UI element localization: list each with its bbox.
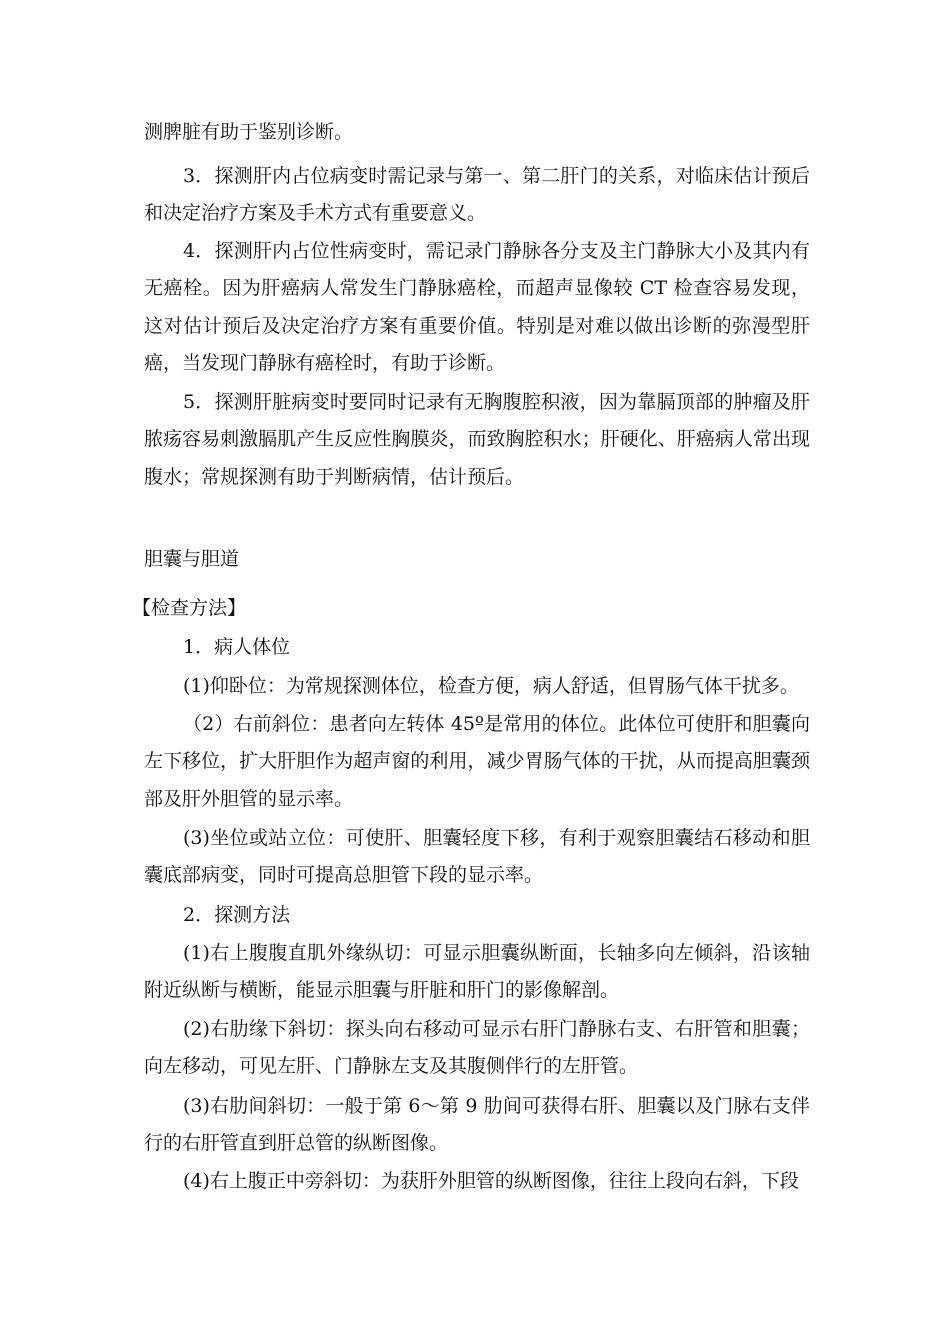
probe-item-3: (3)右肋间斜切：一般于第 6～第 9 肋间可获得右肝、胆囊以及门脉右支伴行的右肝管直到肝总管的纵断图像。 bbox=[144, 1095, 810, 1155]
liver-note-4: 4．探测肝内占位性病变时，需记录门静脉各分支及主门静脉大小及其内有无癌栓。因为肝癌病人常发生门静脉癌栓，而超声显像较 CT 检查容易发现，这对估计预后及决定治疗方案有重要价值。特别是对难以做出诊断的弥漫型肝癌，当发现门静脉有癌栓时，有助于诊断。 bbox=[144, 240, 810, 374]
probe-item-2: (2)右肋缘下斜切：探头向右移动可显示右肝门静脉右支、右肝管和胆囊；向左移动，可见左肝、门静脉左支及其腹侧伴行的左肝管。 bbox=[144, 1018, 810, 1078]
continuation-text: 测脾脏有助于鉴别诊断。 bbox=[144, 121, 354, 143]
probe-title: 2．探测方法 bbox=[183, 904, 291, 926]
section-title: 胆囊与胆道 bbox=[144, 548, 240, 570]
probe-item-4: (4)右上腹正中旁斜切：为获肝外胆管的纵断图像，往往上段向右斜，下段 bbox=[183, 1170, 799, 1192]
position-item-3: (3)坐位或站立位：可使肝、胆囊轻度下移，有利于观察胆囊结石移动和胆囊底部病变，同时可提高总胆管下段的显示率。 bbox=[144, 827, 810, 887]
position-item-1: (1)仰卧位：为常规探测体位，检查方便，病人舒适，但胃肠气体干扰多。 bbox=[183, 675, 799, 697]
method-heading: 【检查方法】 bbox=[132, 597, 247, 619]
liver-note-5: 5．探测肝脏病变时要同时记录有无胸腹腔积液，因为靠膈顶部的肿瘤及肝脓疡容易刺激膈肌产生反应性胸膜炎，而致胸腔积水；肝硬化、肝癌病人常出现腹水；常规探测有助于判断病情，估计预后。 bbox=[144, 391, 810, 488]
position-item-2: （2）右前斜位：患者向左转体 45º是常用的体位。此体位可使肝和胆囊向左下移位，扩大肝胆作为超声窗的利用，减少胃肠气体的干扰，从而提高胆囊颈部及肝外胆管的显示率。 bbox=[144, 713, 810, 810]
position-title: 1．病人体位 bbox=[183, 636, 291, 658]
probe-item-1: (1)右上腹腹直肌外缘纵切：可显示胆囊纵断面，长轴多向左倾斜，沿该轴附近纵断与横断，能显示胆囊与肝脏和肝门的影像解剖。 bbox=[144, 942, 810, 1002]
liver-note-3: 3．探测肝内占位病变时需记录与第一、第二肝门的关系，对临床估计预后和决定治疗方案及手术方式有重要意义。 bbox=[144, 165, 810, 225]
